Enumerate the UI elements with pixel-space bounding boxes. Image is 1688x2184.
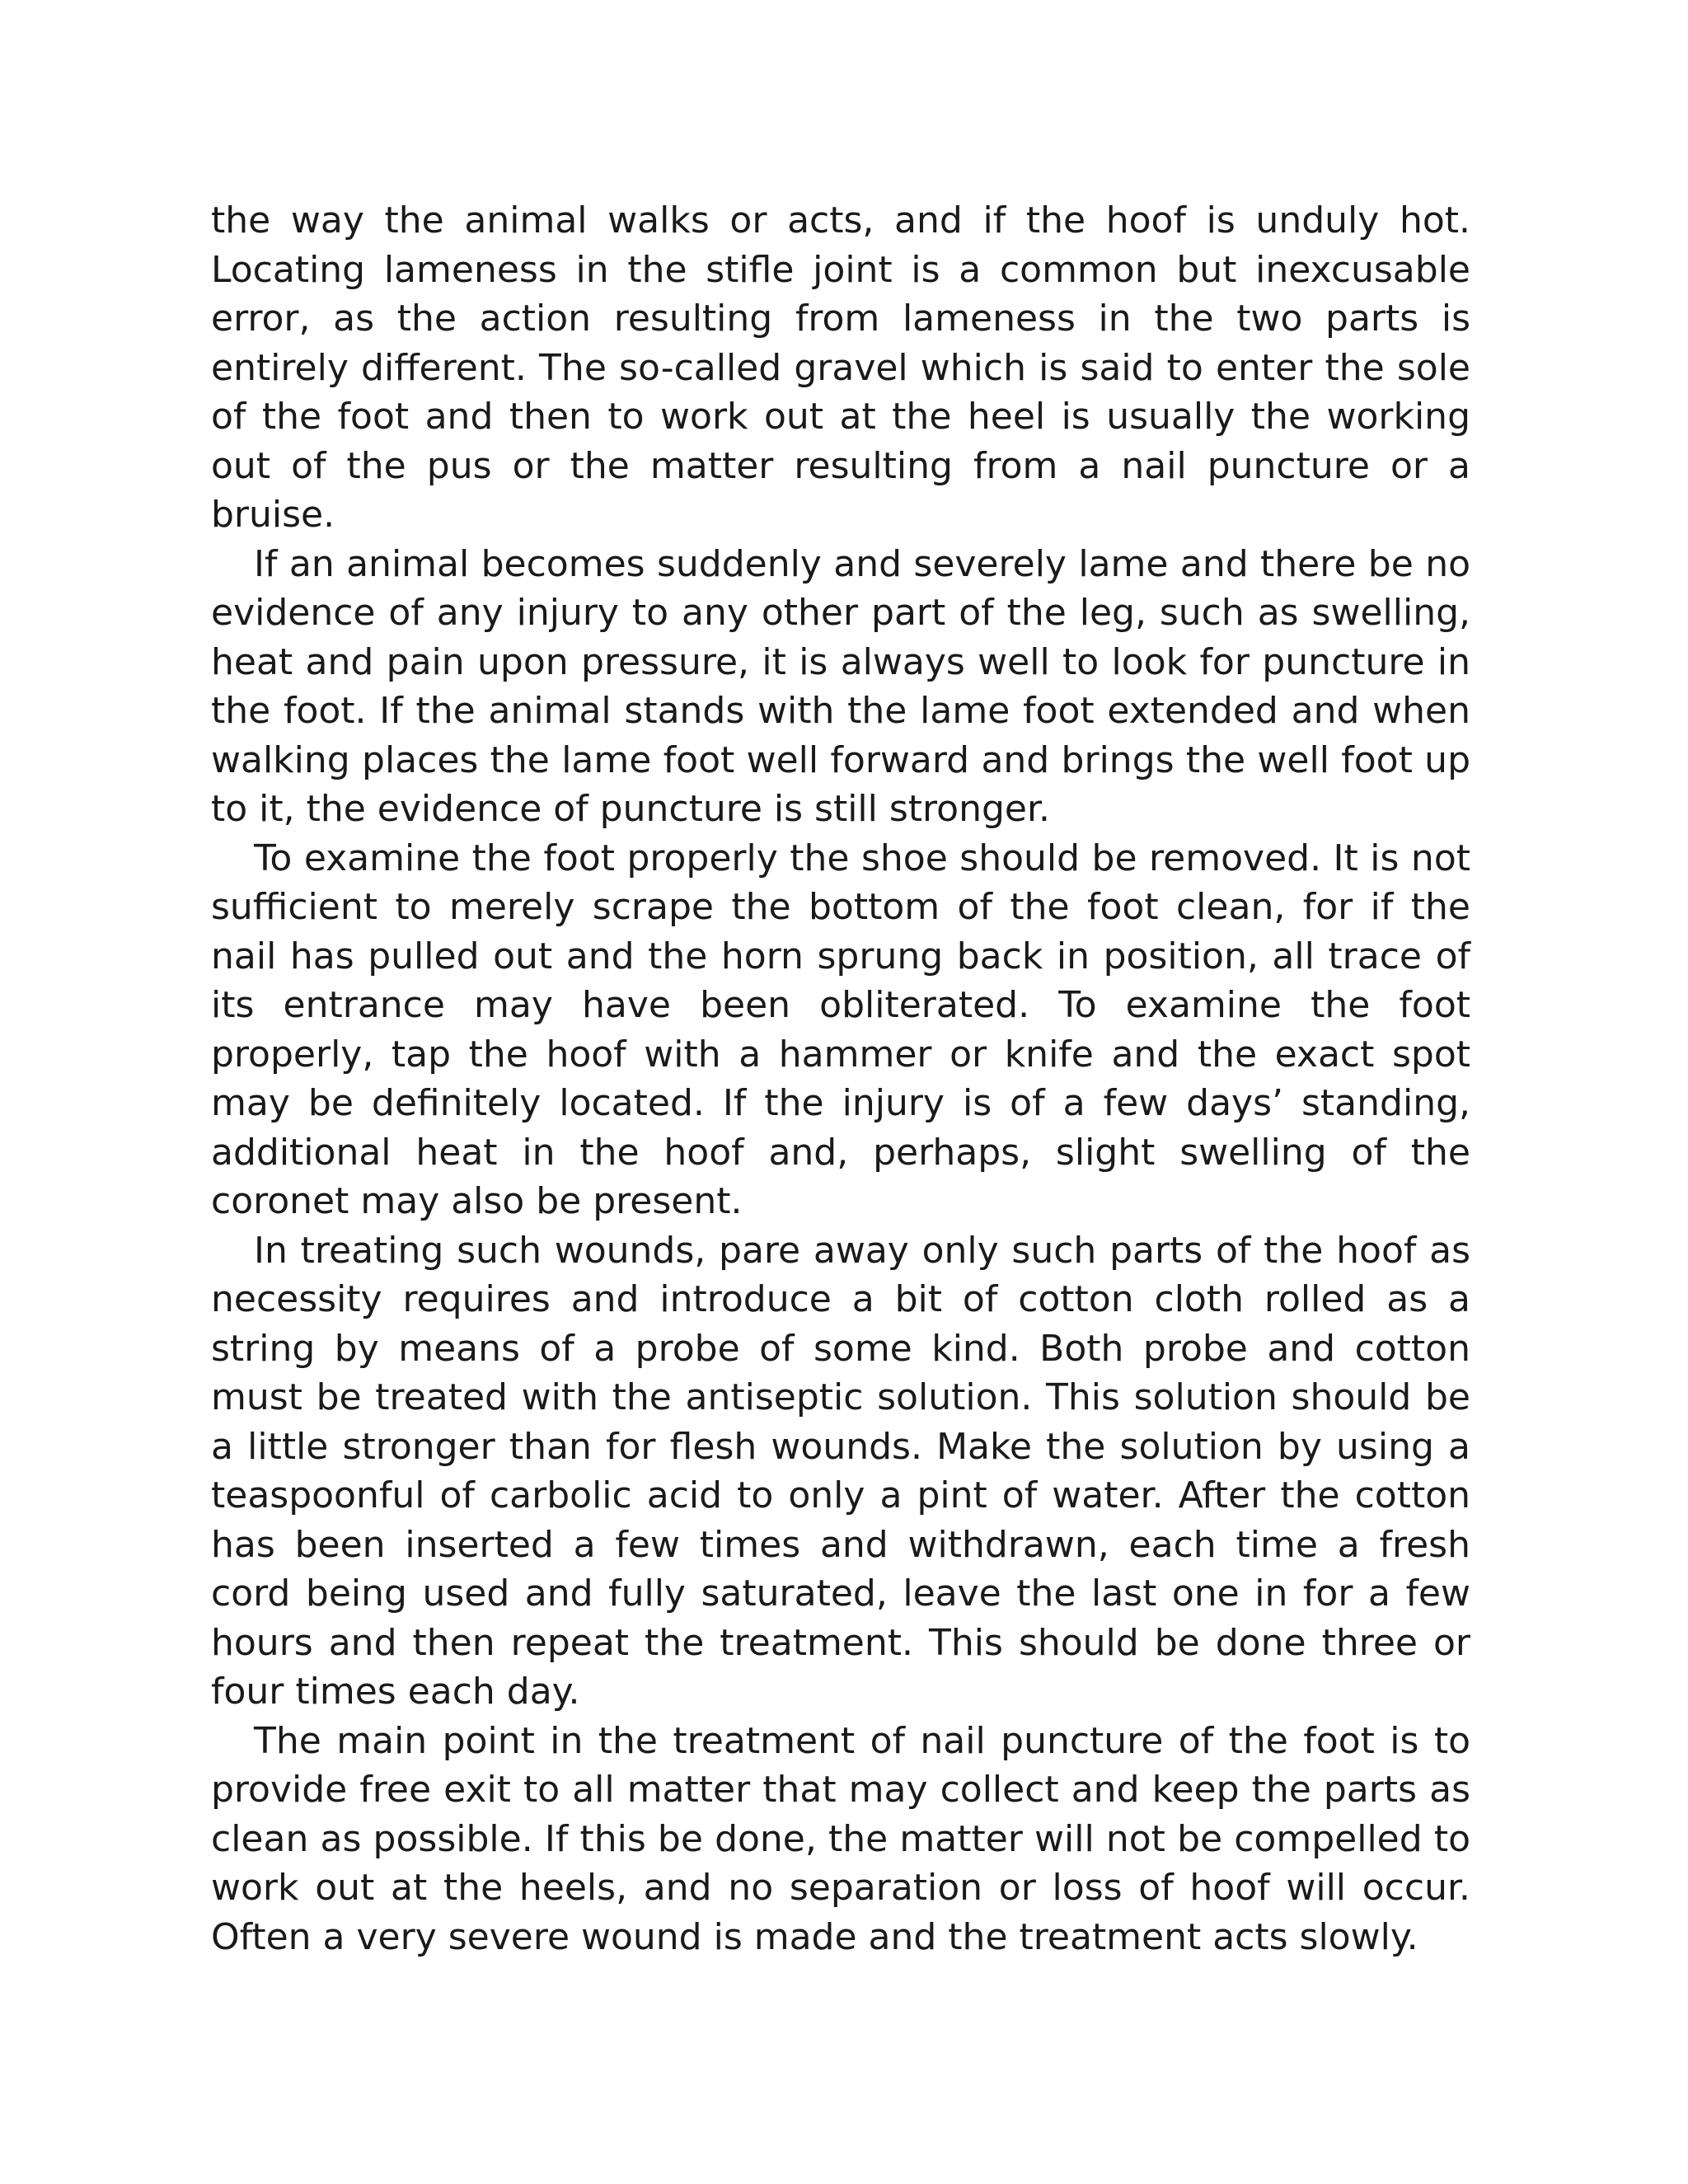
paragraph-sudden-lameness: If an animal becomes suddenly and severely lame and there be no evidence of any injury to any other part of the leg, such as swelling, heat and pain upon pressure, it is always well to look for puncture in the foot. If the animal stands with the lame foot extended and when walking places the lame foot well forward and brings the well foot up to it, the evidence of puncture is still stronger. [211,542,1470,830]
paragraph-main-point: The main point in the treatment of nail puncture of the foot is to provide free exit to all matter that may collect and keep the parts as clean as possible. If this be done, the matter will not be compelled to work out at the heels, and no separation or loss of hoof will occur. Often a very severe wound is made and the treatment acts slowly. [211,1719,1470,1958]
body-text [211,196,1470,1961]
paragraph-continued: the way the animal walks or acts, and if the hoof is unduly hot. Locating lameness in the stifle joint is a common but inexcusable error, as the action resulting from lameness in the two parts is entirely different. The so-called gravel which is said to enter the sole of the foot and then to work out at the heel is usually the working out of the pus or the matter resulting from a nail puncture or a bruise. [211,199,1470,536]
paragraph-examine-foot: To examine the foot properly the shoe should be removed. It is not sufficient to merely scrape the bottom of the foot clean, for if the nail has pulled out and the horn sprung back in position, all trace of its entrance may have been obliterated. To examine the foot properly, tap the hoof with a hammer or knife and the exact spot may be definitely located. If the injury is of a few days’ standing, additional heat in the hoof and, perhaps, slight swelling of the coronet may also be present. [211,837,1470,1222]
paragraph-treating-wounds: In treating such wounds, pare away only such parts of the hoof as necessity requires and introduce a bit of cotton cloth rolled as a string by means of a probe of some kind. Both probe and cotton must be treated with the antiseptic solution. This solution should be a little stronger than for flesh wounds. Make the solution by using a teaspoonful of carbolic acid to only a pint of water. After the cotton has been inserted a few times and withdrawn, each time a fresh cord being used and fully saturated, leave the last one in for a few hours and then repeat the treatment. This should be done three or four times each day. [211,1229,1470,1713]
